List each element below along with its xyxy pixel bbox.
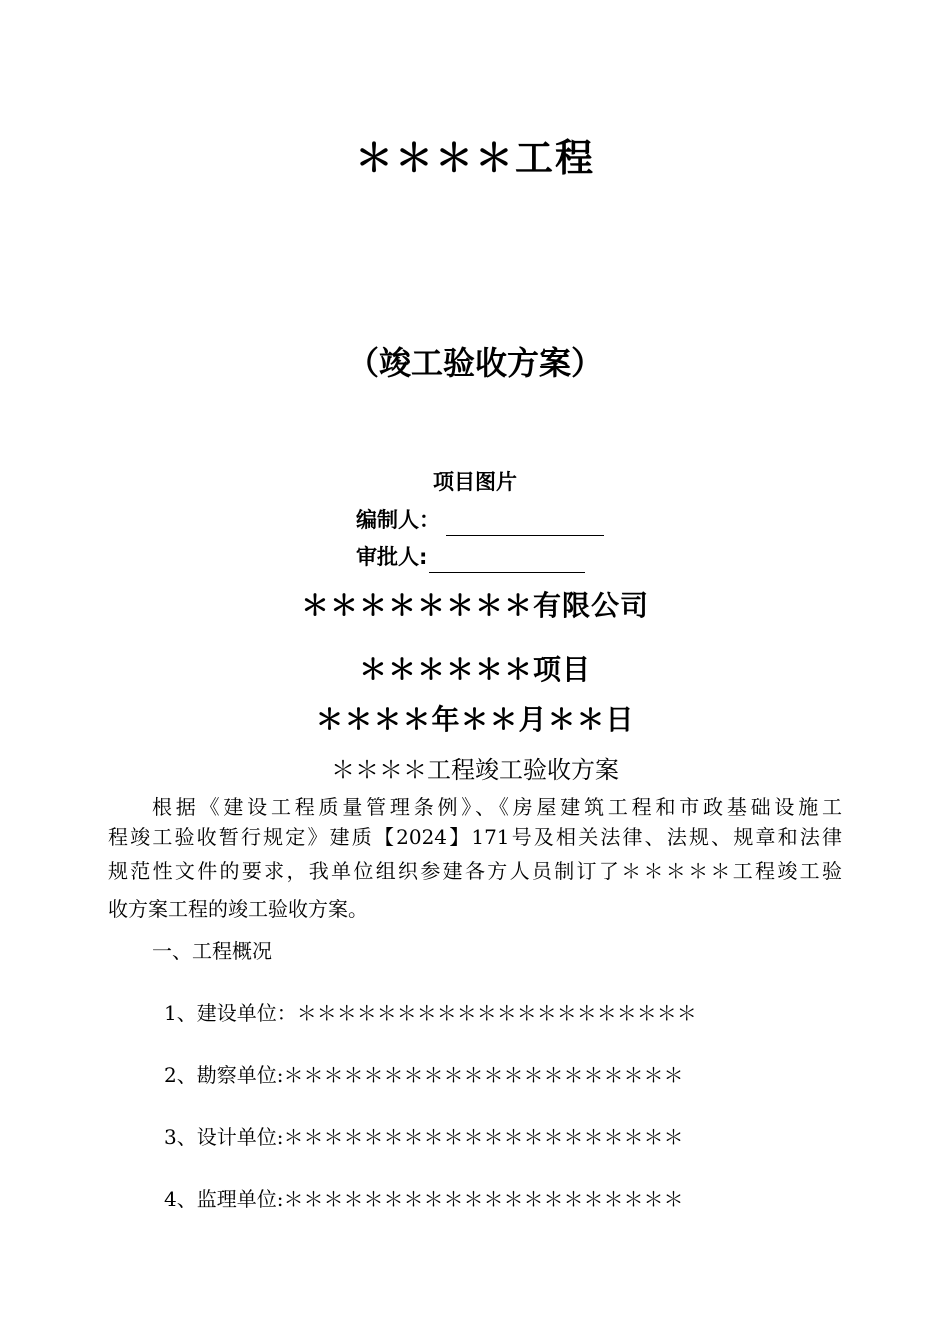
cover-title: ＊＊＊＊工程 [354,136,595,180]
list-item: 3、设计单位:＊＊＊＊＊＊＊＊＊＊＊＊＊＊＊＊＊＊＊＊ [164,1125,684,1149]
project-name: ＊＊＊＊＊＊项目 [358,653,591,686]
compiler-label: 编制人： [356,508,440,532]
list-item: 1、建设单位：＊＊＊＊＊＊＊＊＊＊＊＊＊＊＊＊＊＊＊＊ [164,1001,697,1025]
document-heading: ＊＊＊＊工程竣工验收方案 [331,756,619,784]
list-item: 4、监理单位:＊＊＊＊＊＊＊＊＊＊＊＊＊＊＊＊＊＊＊＊ [164,1187,684,1211]
paragraph-line: 规范性文件的要求，我单位组织参建各方人员制订了＊＊＊＊＊工程竣工验 [108,859,842,883]
company-name: ＊＊＊＊＊＊＊＊有限公司 [300,589,649,622]
cover-subtitle: （竣工验收方案） [346,344,603,382]
cover-date: ＊＊＊＊年＊＊月＊＊日 [315,703,635,736]
project-picture-label: 项目图片 [433,470,517,494]
paragraph-line: 收方案工程的竣工验收方案。 [108,897,368,921]
paragraph-line: 程竣工验收暂行规定》建质【2024】171号及相关法律、法规、规章和法律 [108,825,842,849]
compiler-signature-line [446,513,604,536]
section-heading-project-overview: 一、工程概况 [152,939,272,963]
intro-paragraph [108,792,842,924]
paragraph-line: 根据《建设工程质量管理条例》、《房屋建筑工程和市政基础设施工 [152,795,842,819]
compiler-row [356,504,604,536]
approver-signature-line [429,550,585,573]
list-item: 2、勘察单位:＊＊＊＊＊＊＊＊＊＊＊＊＊＊＊＊＊＊＊＊ [164,1063,684,1087]
approver-label: 审批人: [356,545,428,569]
approver-row [356,541,585,573]
